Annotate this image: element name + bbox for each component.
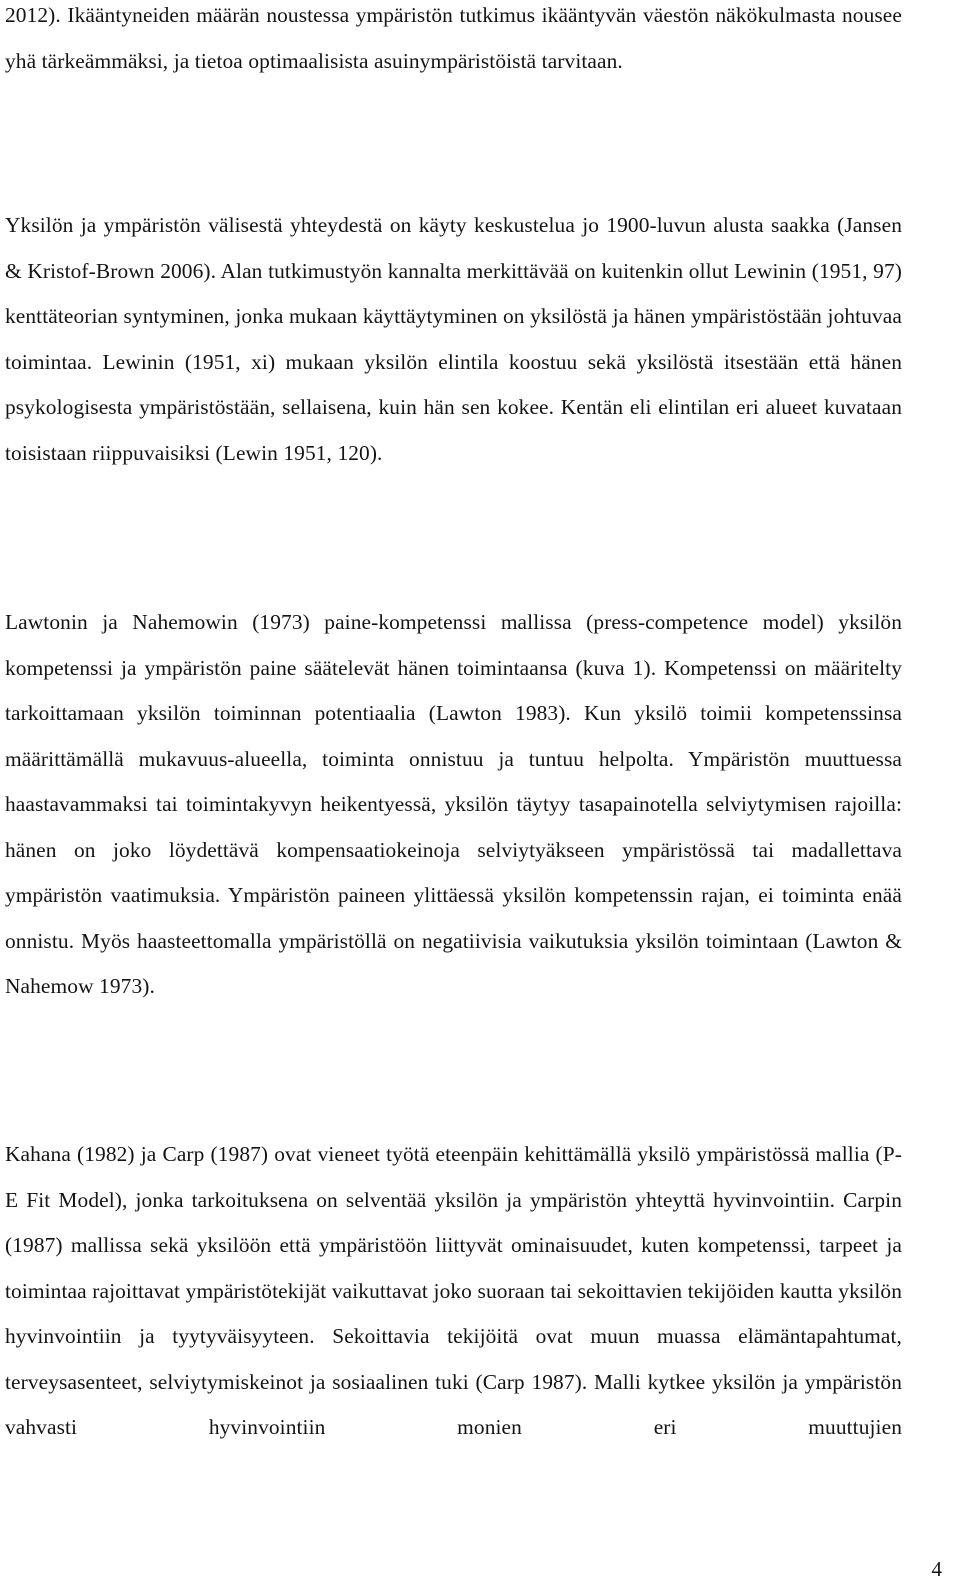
paragraph-3: Lawtonin ja Nahemowin (1973) paine-kompetenssi mallissa (press-competence model) yksilön kompetenssi ja ympäristön paine säätelevät hänen toimintaansa (kuva 1). Kompetenssi on määritelty tarkoittamaan yksilön toiminnan potentiaalia (Lawton 1983). Kun yksilö toimii kompetenssinsa määrittämällä mukavuus-alueella, toiminta onnistuu ja tuntuu helpolta. Ympäristön muuttuessa haastavammaksi tai toimintakyvyn heikentyessä, yksilön täytyy tasapainotella selviytymisen rajoilla: hänen on joko löydettävä kompensaatiokeinoja selviytyäkseen ympäristössä tai madallettava ympäristön vaatimuksia. Ympäristön paineen ylittäessä yksilön kompetenssin rajan, ei toiminta enää onnistu. Myös haasteettomalla ympäristöllä on negatiivisia vaikutuksia yksilön toimintaan (Lawton & Nahemow 1973). <box>5 610 902 998</box>
paragraph-2: Yksilön ja ympäristön välisestä yhteydestä on käyty keskustelua jo 1900-luvun alusta saakka (Jansen & Kristof-Brown 2006). Alan tutkimustyön kannalta merkittävää on kuitenkin ollut Lewinin (1951, 97) kenttäteorian syntyminen, jonka mukaan käyttäytyminen on yksilöstä ja hänen ympäristöstään johtuvaa toimintaa. Lewinin (1951, xi) mukaan yksilön elintila koostuu sekä yksilöstä itsestään että hänen psykologisesta ympäristöstään, sellaisena, kuin hän sen kokee. Kentän eli elintilan eri alueet kuvataan toisistaan riippuvaisiksi (Lewin 1951, 120). <box>5 213 902 465</box>
page-number: 4 <box>931 1557 942 1581</box>
paragraph-4: Kahana (1982) ja Carp (1987) ovat vieneet työtä eteenpäin kehittämällä yksilö ympäristössä mallia (P-E Fit Model), jonka tarkoituksena on selventää yksilön ja ympäristön yhteyttä hyvinvointiin. Carpin (1987) mallissa sekä yksilöön että ympäristöön liittyvät ominaisuudet, kuten kompetenssi, tarpeet ja toimintaa rajoittavat ympäristötekijät vaikuttavat joko suoraan tai sekoittavien tekijöiden kautta yksilön hyvinvointiin ja tyytyväisyyteen. Sekoittavia tekijöitä ovat muun muassa elämäntapahtumat, terveysasenteet, selviytymiskeinot ja sosiaalinen tuki (Carp 1987). Malli kytkee yksilön ja ympäristön vahvasti hyvinvointiin monien eri muuttujien <box>5 1142 902 1439</box>
paragraph-1: 2012). Ikääntyneiden määrän noustessa ympäristön tutkimus ikääntyvän väestön näkökulmasta nousee yhä tärkeämmäksi, ja tietoa optimaalisista asuinympäristöistä tarvitaan. <box>5 3 902 73</box>
